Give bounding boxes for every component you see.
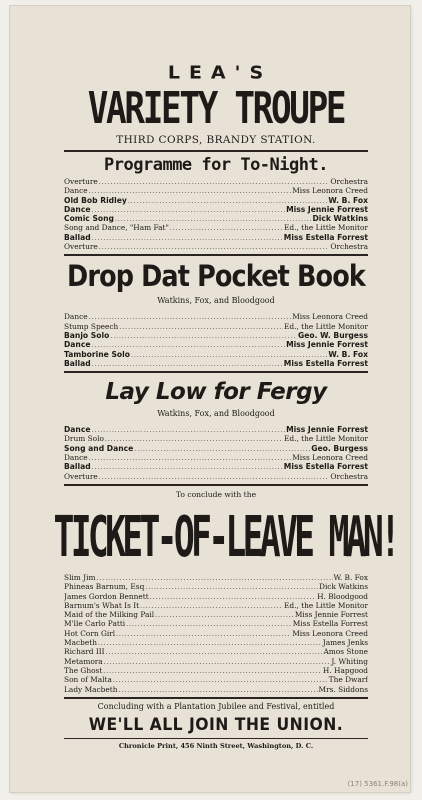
leader-dots [110,332,297,340]
program-row [64,666,368,675]
performer-name: Dick Watkins [312,214,368,224]
leader-dots [106,648,323,656]
performer-name: Miss Estella Forrest [283,358,368,368]
troupe-owner: LEA'S [167,62,273,84]
leader-dots [131,351,327,359]
act-name: Barnum's What Is It [64,600,140,610]
program-row [64,638,368,647]
performer-name: Miss Jennie Forrest [286,425,368,435]
performer-name: H. Hapgood [322,665,368,675]
performer-name: Miss Estella Forrest [292,619,368,629]
leader-dots [113,676,328,684]
program-row [64,350,368,359]
leader-dots [89,187,292,195]
act-name: The Ghost [64,665,103,675]
performer-name: W. B. Fox [328,195,368,205]
program-row [64,629,368,638]
act-name: Song and Dance, "Ham Fat" [64,223,169,233]
program-row [64,425,368,434]
program-row [64,619,368,628]
performer-name: Ed., the Little Monitor [283,321,368,331]
program-row [64,242,368,251]
performer-name: Miss Jennie Forrest [294,610,368,620]
leader-dots [99,473,330,481]
leader-dots [92,426,286,434]
program-row [64,177,368,186]
act-name: Slim Jim [64,572,96,582]
lay-list [64,425,368,481]
performer-name: W. B. Fox [333,572,368,582]
act-name: Stump Speech [64,321,119,331]
leader-dots [134,445,310,453]
performer-name: Ed., the Little Monitor [283,600,368,610]
leader-dots [89,313,292,321]
program-row [64,610,368,619]
printer-imprint: Chronicle Print, 456 Ninth Street, Washington, D. C. [118,741,314,750]
performer-name: Dick Watkins [319,582,368,592]
act-name: Dance [64,312,88,322]
act-name: James Gordon Bennett [64,591,149,601]
leader-dots [92,360,283,368]
divider [64,738,368,739]
poster [53,48,398,750]
program-row [64,205,368,214]
divider [64,254,368,256]
performer-name: The Dwarf [328,675,368,685]
performer-name: Ed., the Little Monitor [283,223,368,233]
performer-name: Miss Leonora Creed [292,312,368,322]
lay-byline: Watkins, Fox, and Bloodgood [157,409,275,419]
performer-name: Miss Leonora Creed [292,186,368,196]
act-name: Dance [64,453,88,463]
divider [64,150,368,152]
closing-heading: WE'LL ALL JOIN THE UNION. [88,714,344,735]
performer-name: H. Bloodgood [317,591,368,601]
drop-heading: Drop Dat Pocket Book [67,259,365,294]
leader-dots [89,454,292,462]
divider [64,484,368,486]
act-name: Overture [64,471,98,481]
act-name: Dance [64,186,88,196]
performer-name: James Jenks [322,638,368,648]
broadside-sheet [10,6,410,792]
act-name: Dance [64,204,91,214]
program-row [64,582,368,591]
program-row [64,186,368,195]
leader-dots [103,667,322,675]
act-name: Lady Macbeth [64,684,118,694]
program-row [64,462,368,471]
leader-dots [119,323,283,331]
act-name: M'lle Carlo Patti [64,619,126,629]
program-row [64,223,368,232]
leader-dots [105,435,283,443]
leader-dots [104,658,331,666]
program-row [64,434,368,443]
leader-dots [116,630,291,638]
troupe-location: THIRD CORPS, BRANDY STATION. [116,134,316,146]
act-name: Maid of the Milking Pail [64,610,155,620]
program-row [64,601,368,610]
performer-name: Miss Jennie Forrest [286,204,368,214]
performer-name: Miss Jennie Forrest [286,340,368,350]
performer-name: Orchestra [330,177,368,186]
act-name: Richard III [64,647,105,657]
performer-name: Miss Estella Forrest [283,462,368,472]
leader-dots [98,639,322,647]
program-row [64,312,368,321]
act-name: Hot Corn Girl [64,628,116,638]
leader-dots [92,234,283,242]
program-row [64,214,368,223]
closing-text: Concluding with a Plantation Jubilee and Festival, entitled [97,701,335,711]
act-name: Macbeth [64,638,97,648]
leader-dots [155,611,294,619]
program-row [64,359,368,368]
program-row [64,453,368,462]
lay-heading: Lay Low for Fergy [105,379,327,406]
ticket-heading: TICKET-OF-LEAVE MAN! [53,504,398,570]
act-name: Banjo Solo [64,330,110,340]
program-row [64,657,368,666]
program-row [64,444,368,453]
act-name: Old Bob Ridley [64,195,127,205]
performer-name: Miss Leonora Creed [292,453,368,463]
program-row [64,685,368,694]
performer-name: W. B. Fox [328,349,368,359]
leader-dots [96,574,332,582]
leader-dots [92,206,286,214]
program-row [64,196,368,205]
act-name: Ballad [64,358,91,368]
leader-dots [119,686,318,694]
program-row [64,472,368,481]
leader-dots [140,602,283,610]
troupe-title: VARIETY TROUPE [87,83,345,134]
performer-name: Geo. Burgess [311,443,368,453]
program-row [64,340,368,349]
act-name: Ballad [64,462,91,472]
performer-name: Orchestra [330,242,368,252]
leader-dots [150,593,316,601]
leader-dots [170,224,283,232]
leader-dots [92,463,283,471]
performer-name: Orchestra [330,471,368,481]
programme-list [64,177,368,251]
performer-name: Miss Leonora Creed [292,628,368,638]
act-name: Ballad [64,232,91,242]
act-name: Dance [64,340,91,350]
program-row [64,647,368,656]
leader-dots [99,243,330,251]
program-row [64,322,368,331]
act-name: Phineas Barnum, Esq [64,582,145,592]
act-name: Drum Solo [64,434,104,444]
act-name: Song and Dance [64,443,134,453]
act-name: Dance [64,425,91,435]
ticket-intro: To conclude with the [175,489,257,499]
performer-name: J. Whiting [331,656,368,666]
performer-name: Amos Stone [323,647,368,657]
act-name: Son of Malta [64,675,112,685]
performer-name: Geo. W. Burgess [298,330,368,340]
act-name: Metamora [64,656,103,666]
act-name: Overture [64,242,98,252]
program-row [64,233,368,242]
divider [64,371,368,373]
performer-name: Ed., the Little Monitor [283,434,368,444]
programme-heading: Programme for To-Night. [104,155,328,175]
leader-dots [145,583,318,591]
leader-dots [126,620,292,628]
act-name: Comic Song [64,214,114,224]
program-row [64,675,368,684]
performer-name: Mrs. Siddons [318,684,368,694]
leader-dots [115,215,311,223]
program-row [64,331,368,340]
drop-list [64,312,368,368]
act-name: Overture [64,177,98,186]
leader-dots [128,197,328,205]
ticket-cast-list [64,573,368,694]
leader-dots [99,178,330,186]
program-row [64,592,368,601]
performer-name: Miss Estella Forrest [283,232,368,242]
act-name: Tamborine Solo [64,349,130,359]
divider [64,697,368,699]
archive-annotation: (17) 5361.F.98(a) [347,780,408,788]
drop-byline: Watkins, Fox, and Bloodgood [157,296,275,306]
leader-dots [92,341,286,349]
program-row [64,573,368,582]
